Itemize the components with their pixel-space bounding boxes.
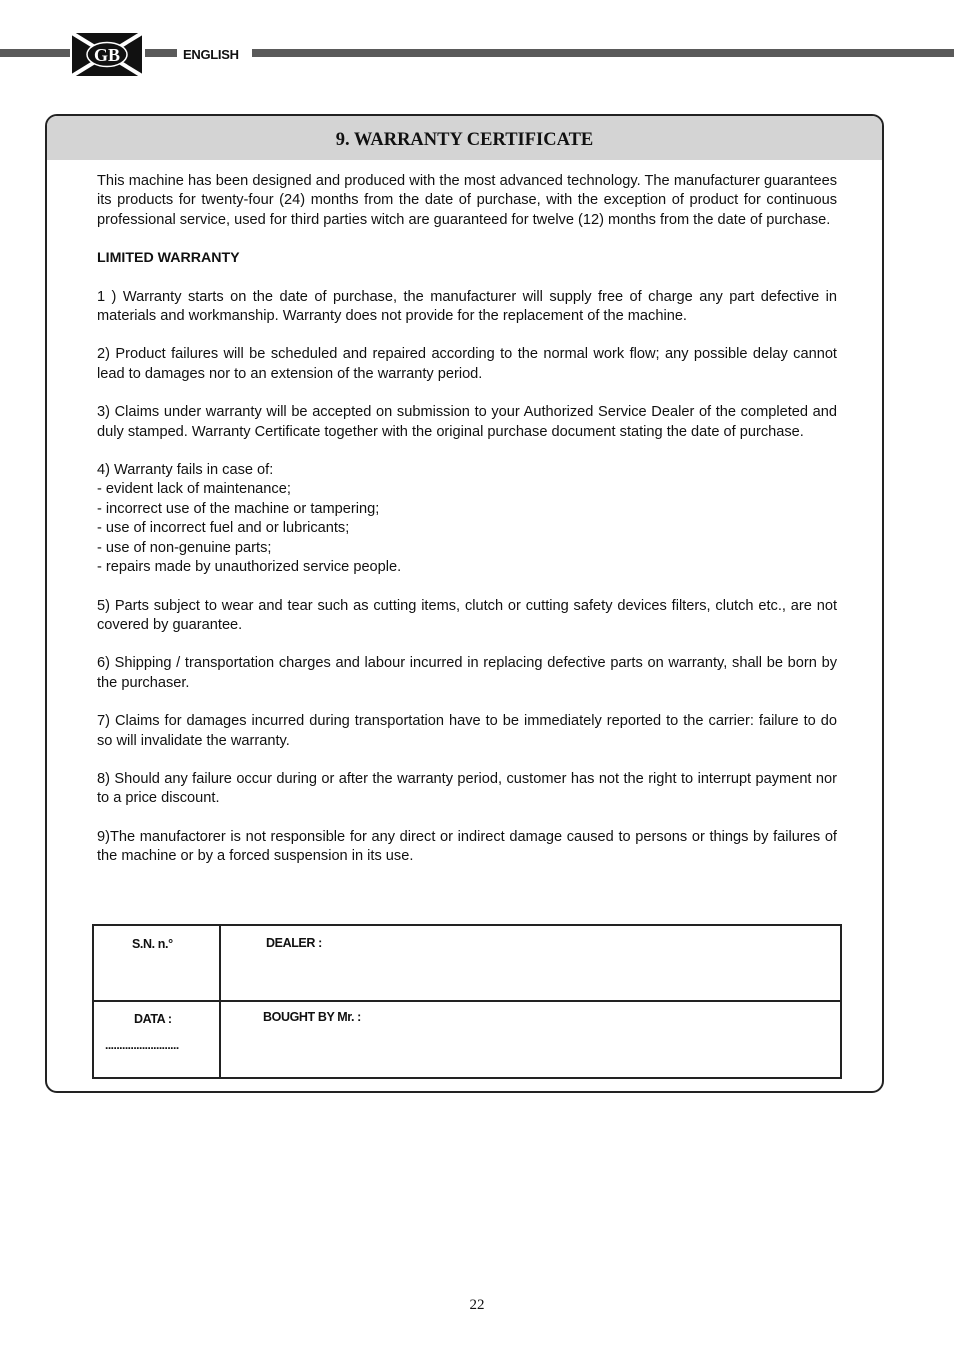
- warranty-text: [97, 172, 837, 886]
- header-bar-right: [252, 49, 954, 57]
- clause-9: 9)The manufactorer is not responsible for any direct or indirect damage caused to persons or things by failures of the machine or by a forced suspension in its use.: [97, 828, 837, 865]
- clause-4-item: - use of non-genuine parts;: [97, 539, 272, 556]
- clause-4-item: - incorrect use of the machine or tampering;: [97, 500, 380, 517]
- intro-paragraph: This machine has been designed and produced with the most advanced technology. The manufacturer guarantees its products for twenty-four (24) months from the date of purchase, with the exception of product for continuous professional service, used for third parties witch are guaranteed for twelve (12) months from the date of purchase.: [97, 173, 837, 228]
- clause-4-item: - repairs made by unauthorized service people.: [97, 559, 402, 576]
- page-number: 22: [469, 1297, 485, 1313]
- clause-3: 3) Claims under warranty will be accepted on submission to your Authorized Service Dealer of the completed and duly stamped. Warranty Certificate together with the original purchase document stating the date of purchase.: [97, 404, 837, 440]
- dealer-label: DEALER :: [266, 936, 322, 950]
- header-bar-mid: [145, 49, 177, 57]
- clause-4-intro: 4) Warranty fails in case of:: [97, 462, 274, 479]
- header-bar-left: [0, 49, 70, 57]
- section-title: 9. WARRANTY CERTIFICATE: [47, 116, 882, 160]
- clause-6: 6) Shipping / transportation charges and labour incurred in replacing defective parts on warranty, shall be born by the purchaser.: [97, 655, 837, 691]
- clause-4-item: - evident lack of maintenance;: [97, 481, 291, 498]
- clause-4-item: - use of incorrect fuel and or lubricants;: [97, 520, 350, 537]
- clause-5: 5) Parts subject to wear and tear such as cutting items, clutch or cutting safety devices filters, clutch etc., are not covered by guarantee.: [97, 597, 837, 633]
- serial-number-label: S.N. n.°: [132, 937, 173, 951]
- limited-warranty-heading: LIMITED WARRANTY: [97, 250, 240, 267]
- gb-flag-icon: [72, 33, 142, 76]
- clause-4: [97, 461, 837, 577]
- bought-by-label: BOUGHT BY Mr. :: [263, 1010, 361, 1024]
- clause-7: 7) Claims for damages incurred during transportation have to be immediately reported to the carrier: failure to do so will invalidate the warranty.: [97, 713, 837, 749]
- table-divider-horizontal: [94, 1000, 840, 1002]
- warranty-form-table: [92, 924, 842, 1079]
- clause-2: 2) Product failures will be scheduled and repaired according to the normal work flow; any possible delay cannot lead to damages nor to an extension of the warranty period.: [97, 346, 837, 382]
- date-label: DATA :: [134, 1012, 172, 1026]
- date-blank-line: ..........................: [105, 1038, 179, 1052]
- warranty-certificate-frame: [45, 114, 884, 1093]
- flag-text: GB: [93, 45, 121, 65]
- clause-8: 8) Should any failure occur during or after the warranty period, customer has not the right to interrupt payment nor to a price discount.: [97, 770, 837, 807]
- clause-1: 1 ) Warranty starts on the date of purchase, the manufacturer will supply free of charge any part defective in materials and workmanship. Warranty does not provide for the replacement of the machine.: [97, 288, 837, 325]
- language-label: ENGLISH: [183, 47, 239, 62]
